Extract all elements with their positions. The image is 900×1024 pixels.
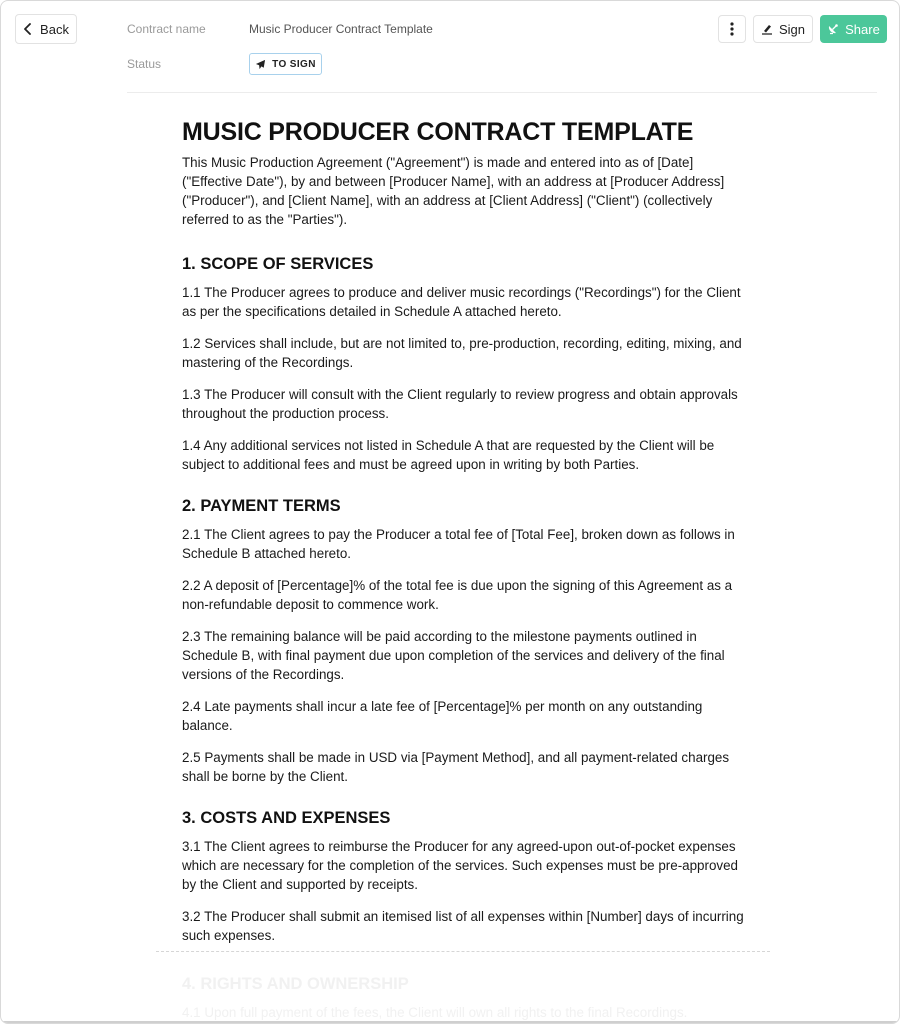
sign-button[interactable] — [753, 15, 813, 43]
back-button[interactable] — [15, 14, 77, 44]
signature-pen-icon — [761, 23, 773, 35]
clause: 1.2 Services shall include, but are not limited to, pre-production, recording, editing, mixing, and mastering of the Recordings. — [182, 336, 742, 370]
back-label: Back — [40, 21, 69, 37]
clause: 3.1 The Client agrees to reimburse the Producer for any agreed-upon out-of-pocket expenses which are necessary for the completion of the services. Such expenses must be pre-approved by the Client and supported by receipts. — [182, 839, 738, 892]
preview-cutoff-line — [156, 951, 770, 952]
status-badge — [249, 53, 322, 75]
section-heading: 3. COSTS AND EXPENSES — [182, 809, 391, 827]
clause: 2.2 A deposit of [Percentage]% of the total fee is due upon the signing of this Agreement as a non-refundable deposit to commence work. — [182, 578, 733, 612]
faded-clause: 4.1 Upon full payment of the fees, the Client will own all rights to the final Recordings. — [182, 1005, 688, 1020]
clause: 1.4 Any additional services not listed in Schedule A that are requested by the Client will be subject to additional fees and must be agreed upon in writing by both Parties. — [182, 438, 715, 472]
vertical-dots-icon — [730, 22, 734, 36]
status-label: Status — [127, 57, 162, 71]
more-options-button[interactable] — [718, 15, 746, 43]
clause: 2.3 The remaining balance will be paid according to the milestone payments outlined in Schedule B, with final payment due upon completion of the services and delivery of the final versions of the Recordings. — [182, 629, 725, 682]
clause: 1.3 The Producer will consult with the Client regularly to review progress and obtain approvals throughout the production process. — [182, 387, 738, 421]
section-costs-and-expenses — [182, 807, 752, 945]
faded-section-heading: 4. RIGHTS AND OWNERSHIP — [182, 975, 409, 993]
chevron-left-icon — [23, 23, 33, 35]
document-title: MUSIC PRODUCER CONTRACT TEMPLATE — [182, 118, 694, 146]
section-heading: 2. PAYMENT TERMS — [182, 497, 341, 515]
clause: 2.4 Late payments shall incur a late fee of [Percentage]% per month on any outstanding balance. — [182, 699, 703, 733]
contract-document — [182, 115, 752, 958]
status-value: TO SIGN — [272, 58, 316, 70]
share-button[interactable] — [820, 15, 887, 43]
section-payment-terms — [182, 495, 752, 786]
share-label: Share — [845, 21, 880, 37]
clause: 2.5 Payments shall be made in USD via [Payment Method], and all payment-related charges shall be borne by the Client. — [182, 750, 730, 784]
clause: 3.2 The Producer shall submit an itemised list of all expenses within [Number] days of incurring such expenses. — [182, 909, 744, 943]
paper-plane-icon — [255, 59, 266, 70]
clause: 1.1 The Producer agrees to produce and deliver music recordings ("Recordings") for the Client as per the specifications detailed in Schedule A attached hereto. — [182, 285, 741, 319]
header-divider — [127, 92, 877, 93]
satellite-dish-icon — [827, 23, 839, 35]
bottom-border — [1, 1021, 899, 1023]
contract-name-label: Contract name — [127, 22, 206, 36]
sign-label: Sign — [778, 21, 806, 37]
document-intro: This Music Production Agreement ("Agreement") is made and entered into as of [Date] ("Effective Date"), by and between [Producer Name], with an address at [Producer Address] ("Producer"), and [Client Name], with an address at [Client Address] ("Client") (collectively referred to as the "Parties"). — [182, 155, 725, 227]
section-heading: 1. SCOPE OF SERVICES — [182, 255, 374, 273]
faded-preview — [182, 973, 752, 1022]
contract-name-value: Music Producer Contract Template — [249, 22, 433, 36]
clause: 2.1 The Client agrees to pay the Producer a total fee of [Total Fee], broken down as follows in Schedule B attached hereto. — [182, 527, 735, 561]
section-scope-of-services — [182, 253, 752, 474]
